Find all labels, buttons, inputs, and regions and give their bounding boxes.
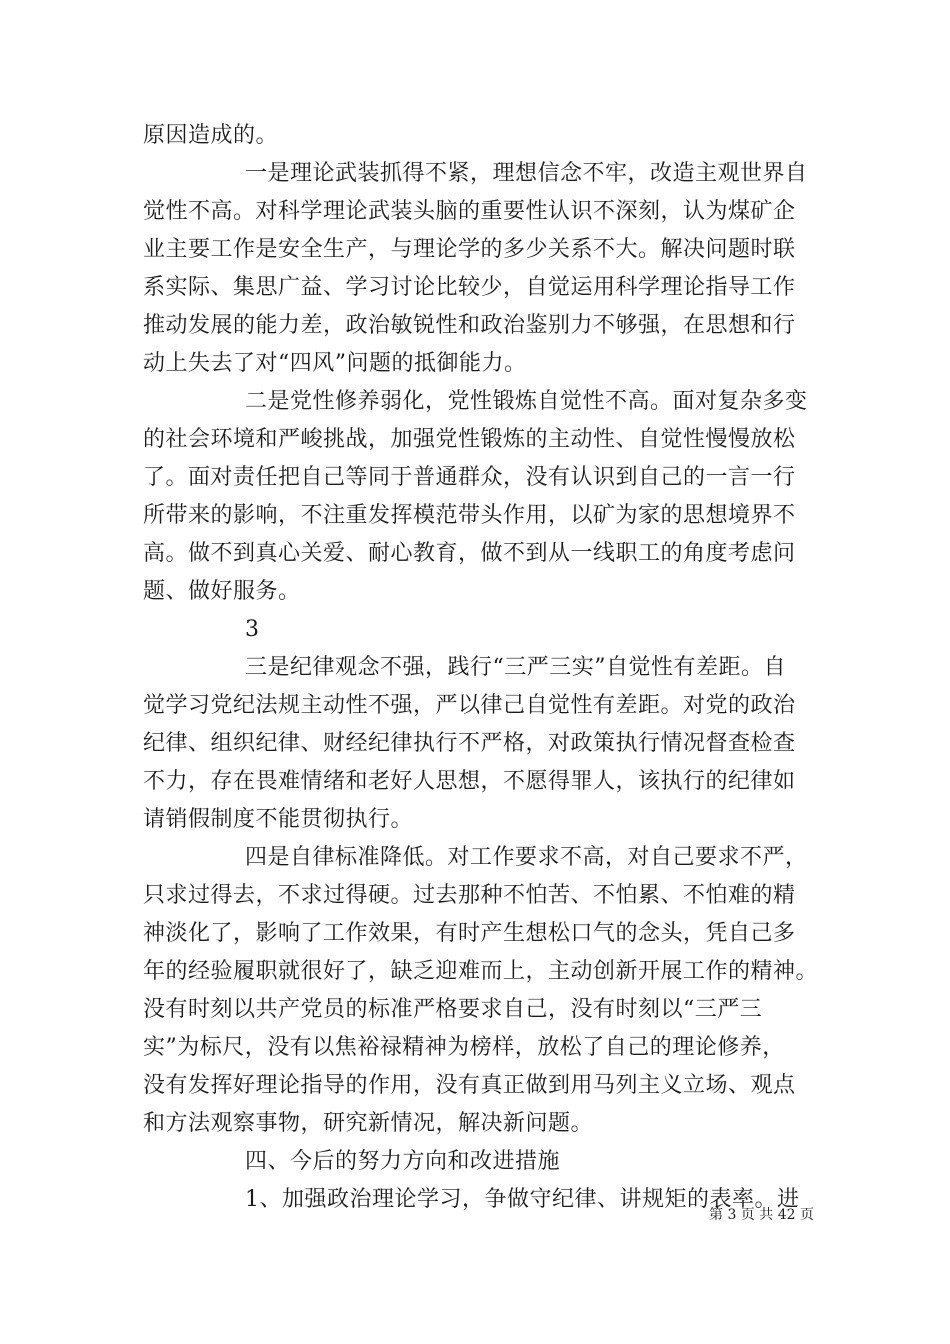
text-line: 实”为标尺，没有以焦裕禄精神为榜样，放松了自己的理论修养， xyxy=(143,1035,785,1060)
text-line: 纪律、组织纪律、财经纪律执行不严格，对政策执行情况督查检查 xyxy=(143,731,796,756)
text-line: 请销假制度不能贯彻执行。 xyxy=(143,807,414,832)
text-line: 系实际、集思广益、学习讨论比较少，自觉运用科学理论指导工作 xyxy=(143,275,796,300)
text-line: 没有时刻以共产党员的标准严格要求自己，没有时刻以“三严三 xyxy=(143,997,763,1022)
text-line: 神淡化了，影响了工作效果，有时产生想松口气的念头，凭自己多 xyxy=(143,921,796,946)
text-line: 觉学习党纪法规主动性不强，严以律己自觉性有差距。对党的政治 xyxy=(143,693,796,718)
text-line: 原因造成的。 xyxy=(143,123,279,148)
text-line: 业主要工作是安全生产，与理论学的多少关系不大。解决问题时联 xyxy=(143,237,796,262)
section-heading: 四、今后的努力方向和改进措施 xyxy=(245,1149,561,1174)
inline-page-number: 3 xyxy=(245,617,260,642)
paragraph-start-line: 1、加强政治理论学习，争做守纪律、讲规矩的表率。进 xyxy=(245,1187,800,1212)
paragraph-start-line: 四是自律标准降低。对工作要求不高，对自己要求不严， xyxy=(245,845,808,870)
paragraph-start-line: 一是理论武装抓得不紧，理想信念不牢，改造主观世界自 xyxy=(245,161,808,186)
paragraph-start-line: 三是纪律观念不强，践行“三严三实”自觉性有差距。自 xyxy=(245,655,786,680)
text-line: 动上失去了对“四风”问题的抵御能力。 xyxy=(143,351,527,376)
text-line: 不力，存在畏难情绪和老好人思想，不愿得罪人，该执行的纪律如 xyxy=(143,769,796,794)
text-line: 觉性不高。对科学理论武装头脑的重要性认识不深刻，认为煤矿企 xyxy=(143,199,796,224)
text-line: 推动发展的能力差，政治敏锐性和政治鉴别力不够强，在思想和行 xyxy=(143,313,796,338)
text-line: 题、做好服务。 xyxy=(143,579,301,604)
text-line: 没有发挥好理论指导的作用，没有真正做到用马列主义立场、观点 xyxy=(143,1073,796,1098)
text-line: 和方法观察事物，研究新情况，解决新问题。 xyxy=(143,1111,594,1136)
text-line: 高。做不到真心关爱、耐心教育，做不到从一线职工的角度考虑问 xyxy=(143,541,796,566)
text-line: 的社会环境和严峻挑战，加强党性锻炼的主动性、自觉性慢慢放松 xyxy=(143,427,796,452)
paragraph-start-line: 二是党性修养弱化，党性锻炼自觉性不高。面对复杂多变 xyxy=(245,389,808,414)
text-line: 只求过得去，不求过得硬。过去那种不怕苦、不怕累、不怕难的精 xyxy=(143,883,796,908)
text-line: 所带来的影响，不注重发挥模范带头作用，以矿为家的思想境界不 xyxy=(143,503,796,528)
text-line: 年的经验履职就很好了，缺乏迎难而上，主动创新开展工作的精神。 xyxy=(143,959,819,984)
page-footer: 第 3 页 共 42 页 xyxy=(709,1207,814,1223)
text-line: 了。面对责任把自己等同于普通群众，没有认识到自己的一言一行 xyxy=(143,465,796,490)
